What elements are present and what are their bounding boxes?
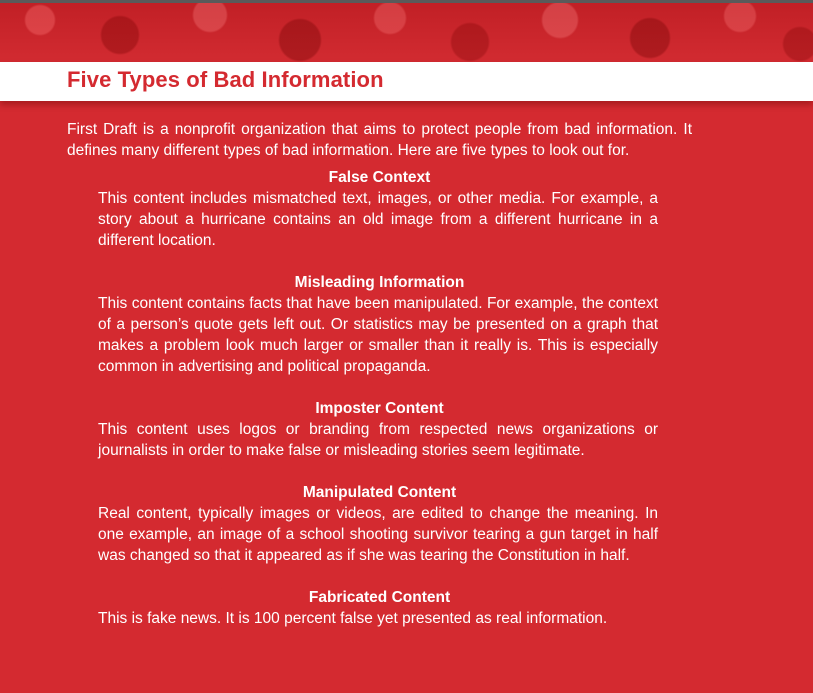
section-heading: Manipulated Content — [302, 484, 457, 501]
section-misleading-information — [67, 272, 692, 377]
section-manipulated-content — [67, 482, 692, 566]
section-heading: Imposter Content — [315, 400, 444, 417]
section-body: This is fake news. It is 100 percent false yet presented as real information. — [98, 610, 608, 627]
section-fabricated-content — [67, 587, 692, 629]
decorative-header-banner — [0, 0, 813, 62]
intro-paragraph: First Draft is a nonprofit organization that aims to protect people from bad information. It defines many different types of bad information. Here are five types to look out for. — [67, 121, 692, 159]
section-body: Real content, typically images or videos, are edited to change the meaning. In one example, an image of a school shooting survivor tearing a gun target in half was changed so that it appeared as if she was tearing the Constitution in half. — [98, 505, 658, 564]
title-bar — [0, 62, 813, 101]
section-body: This content uses logos or branding from respected news organizations or journalists in order to make false or misleading stories seem legitimate. — [98, 421, 658, 459]
section-body: This content contains facts that have been manipulated. For example, the context of a person’s quote gets left out. Or statistics may be presented on a graph that makes a problem look much larger or smaller than it really is. This is especially common in advertising and political propaganda. — [98, 295, 658, 375]
page-title: Five Types of Bad Information — [67, 67, 384, 92]
section-heading: False Context — [328, 169, 431, 186]
section-false-context — [67, 167, 692, 251]
section-heading: Fabricated Content — [308, 589, 451, 606]
main-content — [67, 119, 692, 650]
section-body: This content includes mismatched text, images, or other media. For example, a story about a hurricane contains an old image from a different hurricane in a different location. — [98, 190, 658, 249]
section-imposter-content — [67, 398, 692, 461]
section-heading: Misleading Information — [294, 274, 465, 291]
